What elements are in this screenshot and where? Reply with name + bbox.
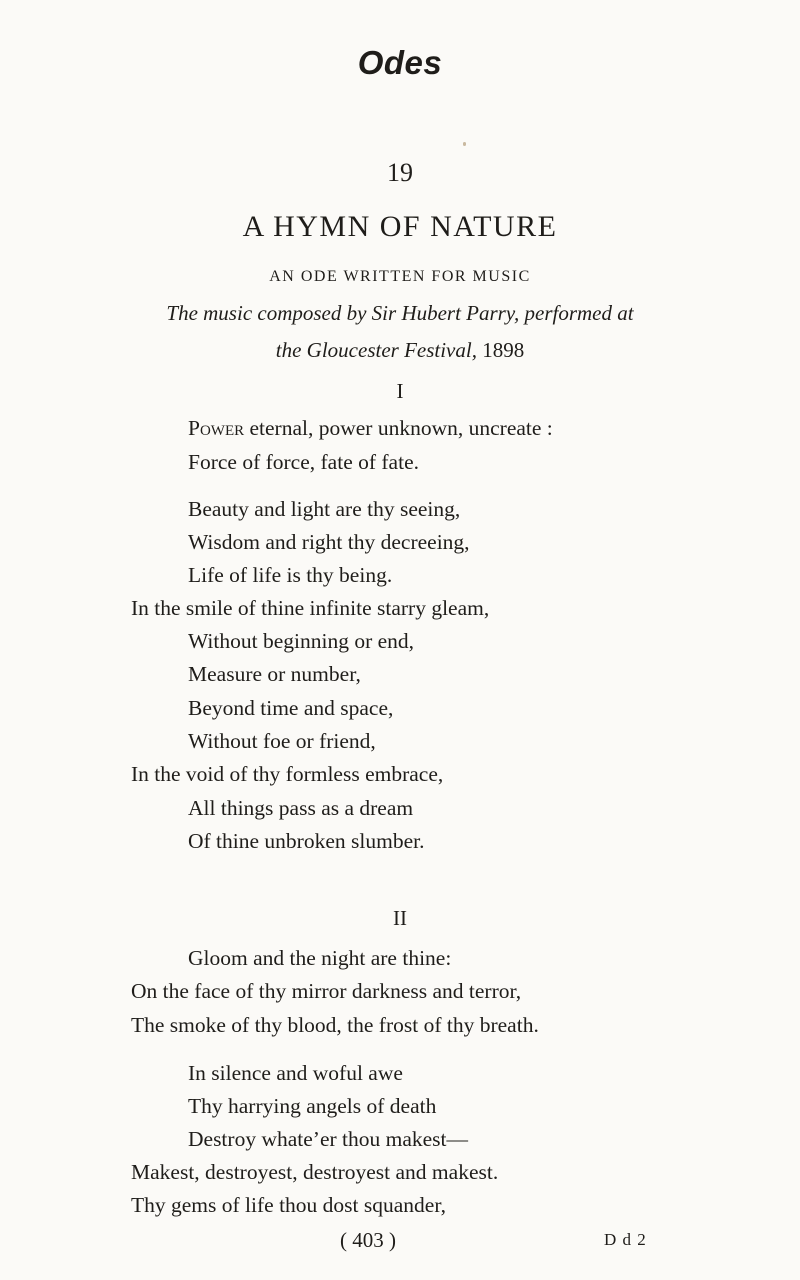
poem-number: 19 [387,158,413,187]
verse-line: On the face of thy mirror darkness and terror, [131,979,522,1003]
verse-line: All things pass as a dream [188,796,414,820]
verse-line: Measure or number, [188,662,361,686]
verse-line: Force of force, fate of fate. [188,450,419,474]
verse-line: Wisdom and right thy decreeing, [188,530,470,554]
verse-line: Gloom and the night are thine: [188,946,452,970]
verse-line: The smoke of thy blood, the frost of thy breath. [131,1013,539,1037]
verse-line: Of thine unbroken slumber. [188,829,425,853]
verse-line: Destroy whate’er thou makest— [188,1127,469,1151]
verse-line: Thy gems of life thou dost squander, [131,1193,447,1217]
poem-subtitle: AN ODE WRITTEN FOR MUSIC [269,268,531,285]
verse-line: Beauty and light are thy seeing, [188,497,461,521]
verse-line: Thy harrying angels of death [188,1094,437,1118]
festival-name: the Gloucester Festival, [275,338,477,362]
poem-title: A HYMN OF NATURE [242,210,558,243]
verse-line: Makest, destroyest, destroyest and makest. [131,1160,499,1184]
verse-line: Without foe or friend, [188,729,376,753]
page-folio: ( 403 ) [340,1228,396,1252]
festival-year: 1898 [476,338,525,362]
section-numeral-2: II [393,906,407,930]
verse-line: In the void of thy formless embrace, [131,762,444,786]
verse-line: In silence and woful awe [188,1061,403,1085]
verse-line: Without beginning or end, [188,629,415,653]
section-numeral-1: I [396,379,404,403]
verse-line: Life of life is thy being. [188,563,393,587]
music-note-line-1: The music composed by Sir Hubert Parry, performed at [166,301,634,325]
ink-speck [463,142,466,146]
first-word: Power [188,416,245,440]
running-header: Odes [357,44,443,81]
verse-line: In the smile of thine infinite starry gleam, [131,596,490,620]
music-note-line-2 [0,338,800,363]
verse-line [188,416,553,441]
verse-line-text: eternal, power unknown, uncreate : [244,416,553,440]
printer-signature: D d 2 [604,1230,647,1249]
verse-line: Beyond time and space, [188,696,394,720]
